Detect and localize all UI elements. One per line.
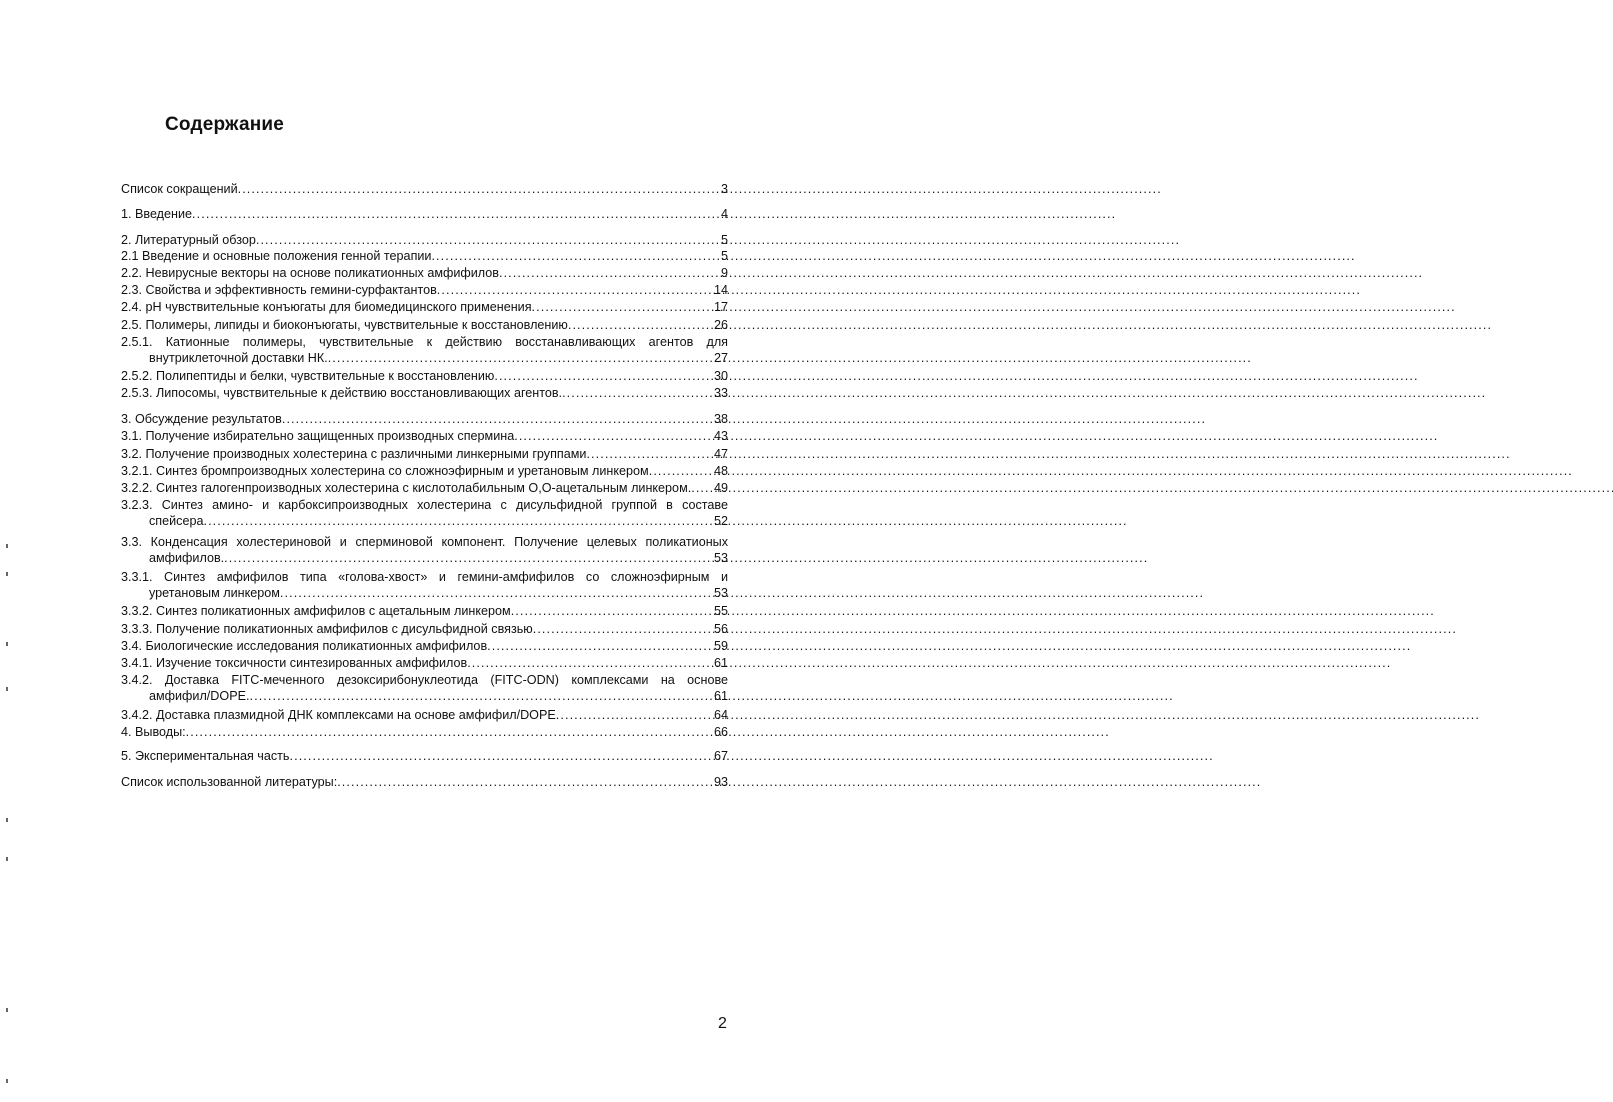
- page-title: Содержание: [165, 114, 285, 135]
- toc-entry-title: 3.2.3. Синтез амино- и карбоксипроизводных холестерина с дисульфидной группой в составе: [121, 498, 728, 512]
- toc-entry[interactable]: [121, 207, 728, 223]
- toc-entry[interactable]: [121, 386, 728, 402]
- toc-entry-title-continued: амфифил/DOPE.: [149, 688, 250, 703]
- toc-entry-page: 38: [713, 412, 728, 426]
- dot-leader: [649, 464, 713, 480]
- toc-entry[interactable]: [121, 464, 728, 480]
- toc-entry[interactable]: [121, 749, 728, 765]
- toc-entry-page: 67: [713, 749, 728, 763]
- scan-speck: [6, 572, 8, 576]
- dot-leader: [186, 725, 713, 741]
- toc-entry[interactable]: [121, 335, 728, 366]
- toc-entry-page: 26: [713, 318, 728, 332]
- toc-entry[interactable]: [121, 708, 728, 724]
- toc-entry[interactable]: [121, 570, 728, 601]
- toc-entry-page: 55: [713, 604, 728, 618]
- toc-entry[interactable]: [121, 429, 728, 445]
- dot-leader: [290, 749, 713, 765]
- toc-entry-page: 4: [720, 207, 728, 221]
- toc-entry-title: Список сокращений: [121, 182, 238, 196]
- toc-entry-page: 5: [720, 249, 728, 263]
- toc-entry-page: 9: [720, 266, 728, 280]
- dot-leader: [431, 249, 720, 265]
- toc-entry-title: 2.4. pH чувствительные конъюгаты для биомедицинского применения: [121, 300, 532, 314]
- toc-entry-page: 47: [713, 447, 728, 461]
- scan-speck: [6, 544, 8, 548]
- scan-speck: [6, 687, 8, 691]
- toc-entry-title: 3.3.2. Синтез поликатионных амфифилов с ацетальным линкером: [121, 604, 511, 618]
- toc-entry-page: 3: [720, 182, 728, 196]
- dot-leader: [691, 481, 713, 497]
- dot-leader: [437, 283, 713, 299]
- dot-leader: [224, 551, 713, 567]
- toc-entry[interactable]: [121, 622, 728, 638]
- dot-leader: [586, 447, 713, 463]
- toc-entry-title-continued: уретановым линкером: [149, 585, 280, 600]
- toc-entry-title: 3.3. Конденсация холестериновой и сперминовой компонент. Получение целевых поликатионых: [121, 535, 728, 549]
- toc-entry[interactable]: [121, 233, 728, 249]
- scan-speck: [6, 1008, 8, 1012]
- dot-leader: [511, 604, 713, 620]
- toc-entry-title: 2.5. Полимеры, липиды и биоконъюгаты, чувствительные к восстановлению: [121, 318, 568, 332]
- toc-entry-page: 49: [713, 481, 728, 495]
- dot-leader: [494, 369, 713, 385]
- dot-leader: [499, 266, 720, 282]
- toc-entry-title-continued: амфифилов.: [149, 550, 225, 565]
- toc-entry-page: 53: [713, 585, 728, 600]
- toc-entry-title: 3.4. Биологические исследования поликатионных амфифилов: [121, 639, 488, 653]
- scan-speck: [6, 642, 8, 646]
- toc-entry-page: 14: [713, 283, 728, 297]
- toc-entry[interactable]: [121, 481, 728, 497]
- toc-entry-page: 53: [713, 550, 728, 565]
- toc-entry-title: 4. Выводы:: [121, 725, 186, 739]
- dot-leader: [533, 622, 713, 638]
- toc-entry-title-continued: внутриклеточной доставки НК.: [149, 350, 328, 365]
- toc-entry-title: 3.3.3. Получение поликатионных амфифилов с дисульфидной связью: [121, 622, 533, 636]
- toc-entry-title: Список использованной литературы:: [121, 775, 338, 789]
- toc-entry[interactable]: [121, 412, 728, 428]
- toc-entry-page: 66: [713, 725, 728, 739]
- toc-entry[interactable]: [121, 775, 728, 791]
- toc-entry[interactable]: [121, 656, 728, 672]
- toc-entry-page: 93: [713, 775, 728, 789]
- toc-entry[interactable]: [121, 283, 728, 299]
- toc-entry-title: 5. Экспериментальная часть: [121, 749, 290, 763]
- dot-leader: [203, 514, 713, 530]
- dot-leader: [192, 207, 720, 223]
- dot-leader: [467, 656, 713, 672]
- toc-entry-title: 2.5.3. Липосомы, чувствительные к действию восстановливающих агентов.: [121, 386, 563, 400]
- scan-speck: [6, 1079, 8, 1083]
- toc-entry[interactable]: [121, 182, 728, 198]
- dot-leader: [328, 351, 713, 367]
- toc-entry-page: 52: [713, 513, 728, 528]
- toc-entry[interactable]: [121, 673, 728, 704]
- toc-entry[interactable]: [121, 266, 728, 282]
- toc-entry-title: 1. Введение: [121, 207, 193, 221]
- dot-leader: [514, 429, 713, 445]
- dot-leader: [238, 182, 720, 198]
- toc-entry-page: 27: [713, 350, 728, 365]
- toc-entry[interactable]: [121, 535, 728, 566]
- dot-leader: [250, 689, 713, 705]
- toc-entry-title: 2.1 Введение и основные положения генной терапии: [121, 249, 432, 263]
- toc-entry-page: 56: [713, 622, 728, 636]
- toc-entry[interactable]: [121, 447, 728, 463]
- toc-entry-title: 3.4.1. Изучение токсичности синтезированных амфифилов: [121, 656, 468, 670]
- toc-entry-title: 3.2.1. Синтез бромпроизводных холестерина со сложноэфирным и уретановым линкером: [121, 464, 649, 478]
- toc-entry-page: 33: [713, 386, 728, 400]
- toc-entry-title: 3. Обсуждение результатов: [121, 412, 282, 426]
- toc-entry[interactable]: [121, 249, 728, 265]
- toc-entry[interactable]: [121, 300, 728, 316]
- toc-entry[interactable]: [121, 725, 728, 741]
- toc-entry-title: 2.5.1. Катионные полимеры, чувствительные к действию восстанавливающих агентов для: [121, 335, 728, 349]
- toc-entry-page: 30: [713, 369, 728, 383]
- dot-leader: [532, 300, 713, 316]
- toc-entry-title: 2. Литературный обзор: [121, 233, 256, 247]
- toc-entry-title: 3.4.2. Доставка плазмидной ДНК комплексами на основе амфифил/DOPE: [121, 708, 556, 722]
- toc-entry-page: 43: [713, 429, 728, 443]
- toc-entry-title: 3.4.2. Доставка FITC-меченного дезоксирибонуклеотида (FITC-ODN) комплексами на основе: [121, 673, 728, 687]
- toc-entry-page: 59: [713, 639, 728, 653]
- scan-speck: [6, 818, 8, 822]
- dot-leader: [556, 708, 713, 724]
- toc-entry[interactable]: [121, 318, 728, 334]
- toc-entry[interactable]: [121, 604, 728, 620]
- toc-entry-page: 5: [720, 233, 728, 247]
- dot-leader: [282, 412, 713, 428]
- toc-entry-title: 3.2. Получение производных холестерина с различными линкерными группами: [121, 447, 587, 461]
- toc-entry-title-continued: спейсера: [149, 513, 204, 528]
- dot-leader: [487, 639, 713, 655]
- scan-speck: [6, 857, 8, 861]
- toc-entry-title: 3.2.2. Синтез галогенпроизводных холестерина с кислотолабильным O,O-ацетальным линкером.: [121, 481, 692, 495]
- toc-entry-title: 3.1. Получение избирательно защищенных производных спермина: [121, 429, 515, 443]
- page-number: 2: [718, 1015, 727, 1032]
- toc-entry-title: 2.5.2. Полипептиды и белки, чувствительные к восстановлению: [121, 369, 495, 383]
- toc-entry-page: 17: [713, 300, 728, 314]
- dot-leader: [337, 775, 713, 791]
- dot-leader: [256, 233, 720, 249]
- dot-leader: [562, 386, 713, 402]
- toc-entry-title: 2.2. Невирусные векторы на основе поликатионных амфифилов: [121, 266, 499, 280]
- toc-entry-page: 64: [713, 708, 728, 722]
- dot-leader: [280, 586, 713, 602]
- toc-entry-page: 48: [713, 464, 728, 478]
- toc-entry-title: 2.3. Свойства и эффективность гемини-сурфактантов: [121, 283, 437, 297]
- toc-entry[interactable]: [121, 369, 728, 385]
- toc-entry-page: 61: [713, 656, 728, 670]
- toc-entry[interactable]: [121, 498, 728, 529]
- dot-leader: [568, 318, 713, 334]
- toc-entry-page: 61: [713, 688, 728, 703]
- toc-entry-title: 3.3.1. Синтез амфифилов типа «голова-хвост» и гемини-амфифилов со сложноэфирным и: [121, 570, 728, 584]
- toc-entry[interactable]: [121, 639, 728, 655]
